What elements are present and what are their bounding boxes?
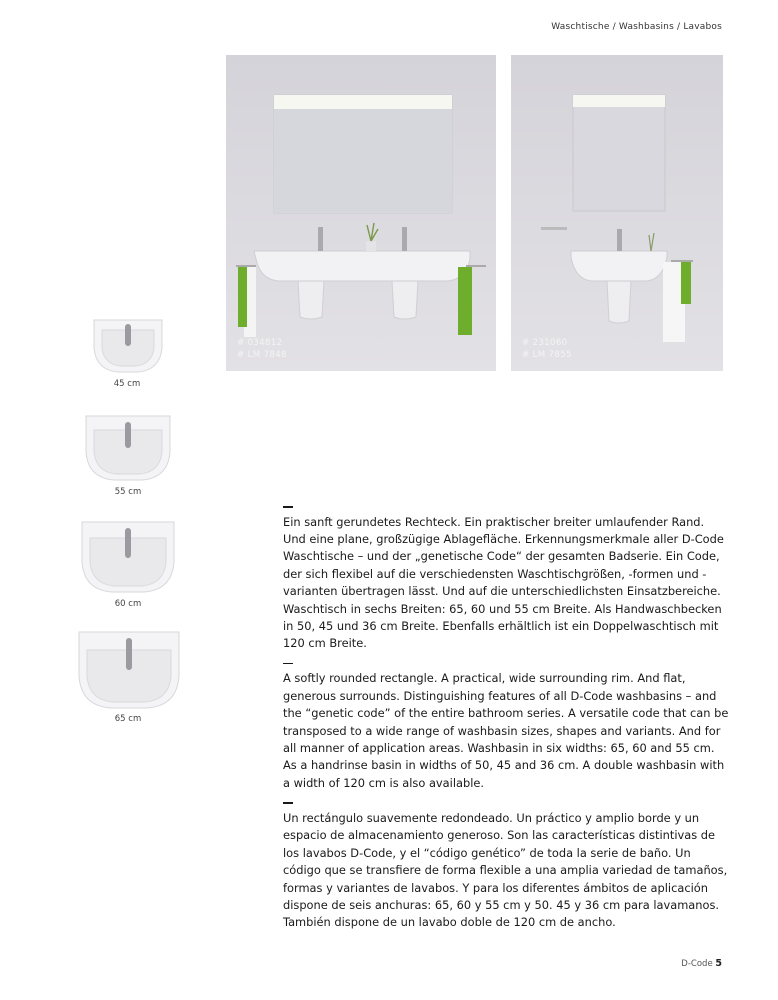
photo-caption-2: [522, 337, 572, 361]
mirror-number: # LM 7848: [237, 350, 287, 360]
washbasin-icon: [84, 414, 172, 482]
washbasin-thumb-45: [92, 318, 164, 374]
paragraph-english: A softly rounded rectangle. A practical, wide surrounding rim. And flat, generous surrounds. Distinguishing features of all D-Code washbasins – and the “genetic code” of the entire bathroom series. A versatile code that can be transposed to a wide range of washbasin sizes, shapes and variants. And for all manner of application areas. Washbasin in six widths: 65, 60 and 55 cm. As a handrinse basin in widths of 50, 45 and 36 cm. A double washbasin with a width of 120 cm is also available.: [283, 671, 729, 790]
paragraph-spanish: Un rectángulo suavemente redondeado. Un práctico y amplio borde y un espacio de almacenamiento generoso. Son las características distintivas de los lavabos D-Code, y el “código genético” de toda la serie de baño. Un código que se transfiere de forma flexible a una amplia variedad de tamaños, formas y variantes de lavabos. Y para los diferentes ámbitos de aplicación dispone de seis anchuras: 65, 60 y 55 cm y 50. 45 y 36 cm para lavamanos. También dispone de un lavabo doble de 120 cm de ancho.: [283, 810, 728, 930]
size-label-60: 60 cm: [114, 599, 142, 609]
washbasin-thumb-60: [80, 520, 176, 594]
description-text: [283, 506, 729, 942]
article-number: # 034812: [237, 338, 283, 348]
page-number: 5: [715, 958, 722, 969]
photo-double-washbasin: [226, 55, 496, 371]
photo-caption-1: [237, 337, 287, 361]
footer-brand: D-Code: [681, 959, 713, 969]
article-number: # 231060: [522, 338, 568, 348]
mirror-number: # LM 7855: [522, 350, 572, 360]
single-washbasin-illustration: [511, 55, 723, 371]
washbasin-icon: [77, 630, 181, 710]
size-label-45: 45 cm: [113, 379, 141, 389]
page-footer: [681, 958, 722, 969]
washbasin-icon: [80, 520, 176, 594]
washbasin-thumb-65: [77, 630, 181, 710]
size-label-55: 55 cm: [114, 487, 142, 497]
size-label-65: 65 cm: [114, 714, 142, 724]
divider-dash: [283, 802, 293, 804]
paragraph-german: Ein sanft gerundetes Rechteck. Ein praktischer breiter umlaufender Rand. Und eine plane, großzügige Ablagefläche. Erkennungsmerkmale aller D-Code Waschtische – und der „genetische Code“ der gesamten Badserie. Ein Code, der sich flexibel auf die verschiedensten Waschtischgrößen, -formen und -varianten übertragen lässt. Und auf die unterschiedlichsten Einsatzbereiche. Waschtisch in sechs Breiten: 65, 60 und 55 cm Breite. Als Handwaschbecken in 50, 45 und 36 cm Breite. Ebenfalls erhältlich ist ein Doppelwaschtisch mit 120 cm Breite.: [283, 514, 724, 651]
photo-single-washbasin: [511, 55, 723, 371]
divider-dash: [283, 506, 293, 508]
divider-dash: [283, 663, 293, 665]
washbasin-icon: [92, 318, 164, 374]
section-header: Waschtische / Washbasins / Lavabos: [551, 22, 722, 32]
double-washbasin-illustration: [226, 55, 496, 371]
washbasin-thumb-55: [84, 414, 172, 482]
